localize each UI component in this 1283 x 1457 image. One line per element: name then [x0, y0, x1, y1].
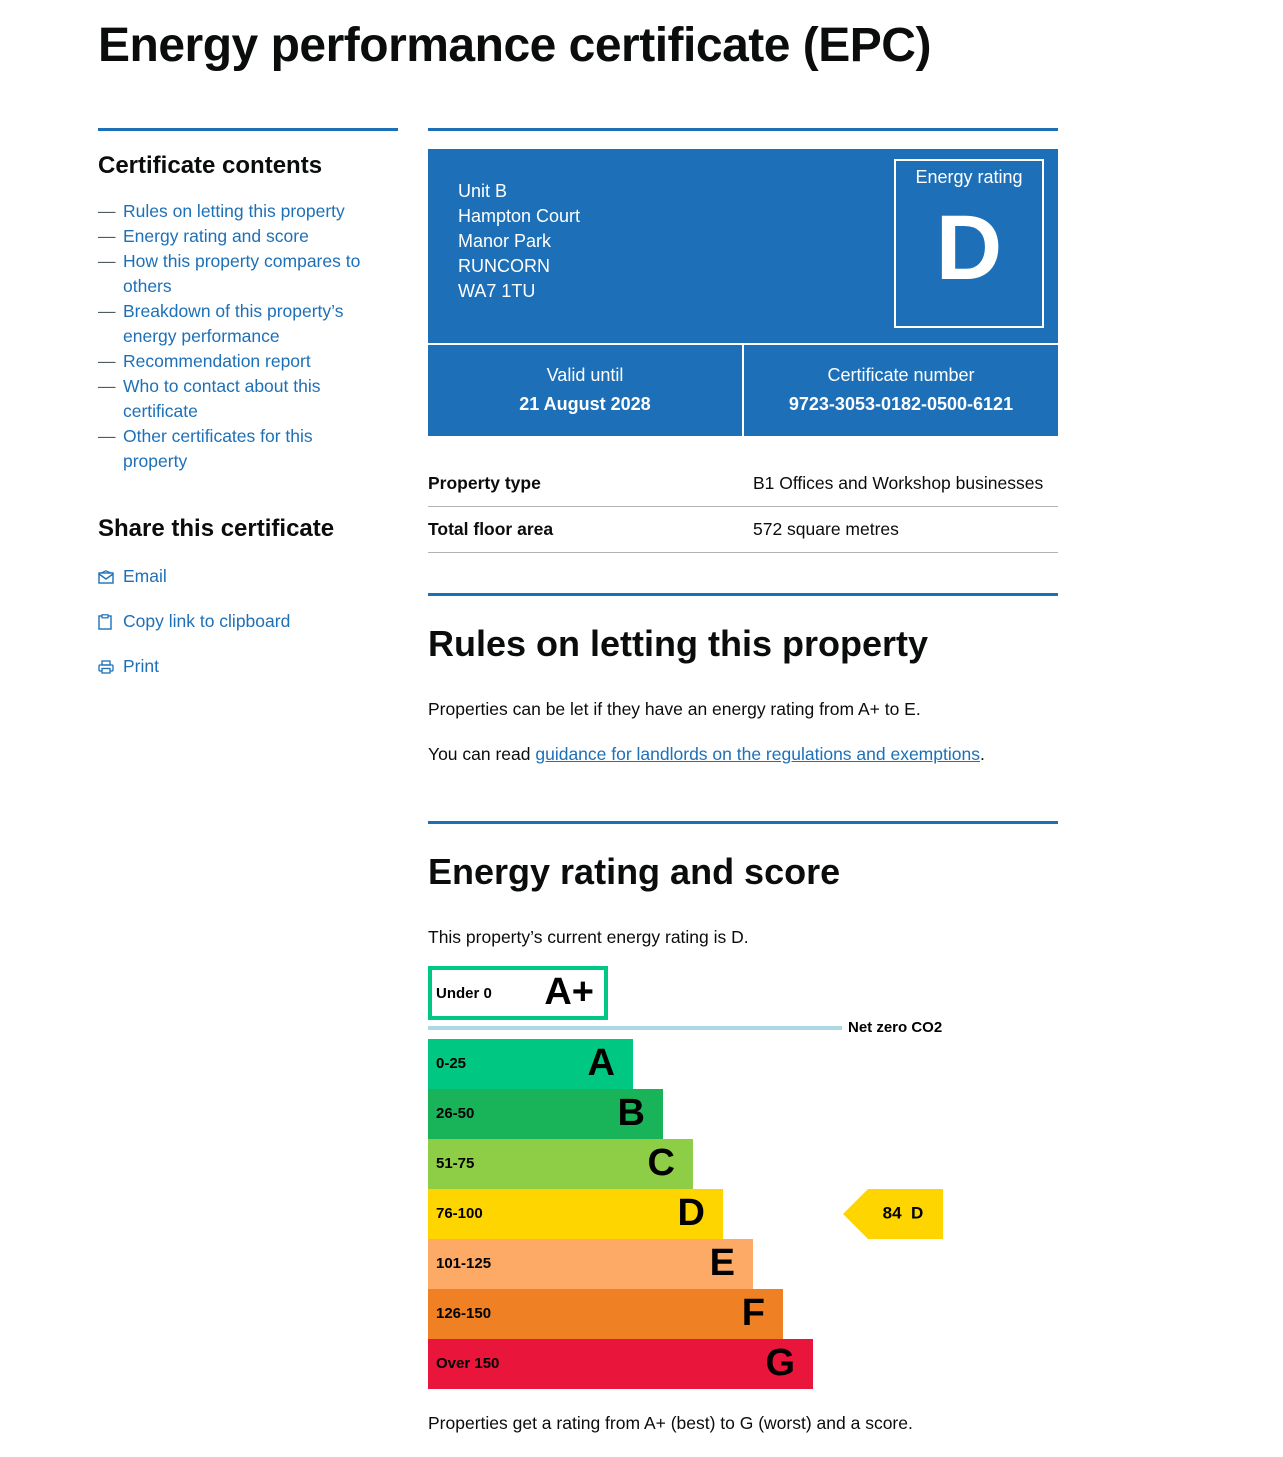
band-letter: A+	[544, 971, 594, 1014]
text: You can read	[428, 744, 536, 764]
band-range-label: 0-25	[436, 1054, 467, 1072]
contents-link[interactable]: Energy rating and score	[123, 226, 309, 246]
certificate-number-label: Certificate number	[827, 365, 975, 385]
rules-paragraph: Properties can be let if they have an energy rating from A+ to E.	[428, 699, 921, 719]
sidebar	[98, 128, 398, 699]
band-range-label: 126-150	[436, 1304, 492, 1322]
epc-rating-chart	[428, 966, 1058, 1391]
rules-guidance-paragraph	[428, 742, 1058, 767]
contents-link-line: Other certificates for this	[123, 426, 313, 446]
contents-title: Certificate contents	[98, 152, 323, 179]
contents-link[interactable]	[123, 251, 360, 296]
current-rating-label: 84 D	[882, 1203, 924, 1223]
dash: —	[98, 376, 116, 396]
address-line: RUNCORN	[458, 256, 550, 276]
contents-link-line: certificate	[123, 401, 198, 421]
floor-area-key: Total floor area	[428, 507, 753, 553]
dash: —	[98, 251, 116, 271]
dash: —	[98, 301, 116, 321]
clipboard-icon	[98, 614, 123, 630]
band-letter: D	[677, 1192, 705, 1235]
valid-until-value: 21 August 2028	[519, 394, 651, 414]
contents-link[interactable]	[123, 426, 313, 471]
envelope-icon	[98, 570, 123, 584]
band-range-label: 101-125	[436, 1254, 492, 1272]
rules-section	[428, 593, 1058, 767]
table-row	[428, 507, 1058, 553]
band-letter: A	[587, 1042, 615, 1085]
property-address	[458, 179, 580, 304]
rules-title: Rules on letting this property	[428, 623, 929, 664]
dash: —	[98, 426, 116, 446]
contents-link-line: energy performance	[123, 326, 280, 346]
contents-link[interactable]	[123, 376, 320, 421]
net-zero-label: Net zero CO2	[848, 1018, 943, 1036]
band-letter: F	[741, 1292, 765, 1335]
contents-link-line: How this property compares to	[123, 251, 361, 271]
share-print-link[interactable]: Print	[123, 656, 159, 676]
certificate-number-value: 9723-3053-0182-0500-6121	[788, 394, 1014, 414]
dash: —	[98, 226, 116, 246]
energy-rating-box	[894, 159, 1044, 328]
table-row	[428, 461, 1058, 507]
valid-until-label: Valid until	[546, 365, 624, 385]
contents-item-compares[interactable]	[98, 249, 398, 299]
share-email-link[interactable]: Email	[123, 566, 167, 586]
band-range-label: Under 0	[436, 984, 492, 1002]
contents-link[interactable]	[123, 301, 344, 346]
share-copy-link[interactable]	[98, 609, 398, 634]
address-line: Hampton Court	[458, 206, 581, 226]
guidance-link[interactable]: guidance for landlords on the regulations and exemptions	[535, 744, 980, 764]
contents-link-line: others	[123, 276, 172, 296]
contents-item-energy-rating[interactable]	[98, 224, 398, 249]
text: .	[979, 744, 985, 764]
valid-until-panel	[428, 345, 742, 436]
share-list	[98, 564, 398, 679]
band-letter: B	[617, 1092, 645, 1135]
energy-rating-section	[428, 821, 1058, 950]
contents-link[interactable]: Rules on letting this property	[123, 201, 345, 221]
band-range-label: 51-75	[436, 1154, 475, 1172]
contents-item-rules[interactable]	[98, 199, 398, 224]
certificate-number-panel	[744, 345, 1058, 436]
band-letter: E	[709, 1242, 735, 1285]
band-range-label: 26-50	[436, 1104, 475, 1122]
contents-item-recommendation[interactable]	[98, 349, 398, 374]
section-rule	[428, 128, 1058, 131]
property-summary-table	[428, 461, 1058, 553]
contents-list	[98, 199, 398, 474]
page-title: Energy performance certificate (EPC)	[98, 19, 931, 72]
energy-rating-footer: Properties get a rating from A+ (best) to G (worst) and a score.	[428, 1413, 913, 1433]
contents-item-contact[interactable]	[98, 374, 398, 424]
energy-rating-letter: D	[935, 197, 1003, 299]
floor-area-value: 572 square metres	[753, 507, 1058, 553]
contents-link[interactable]: Recommendation report	[123, 351, 311, 371]
share-copy-link-link[interactable]: Copy link to clipboard	[123, 611, 291, 631]
section-rule	[428, 593, 1058, 596]
address-line: Unit B	[458, 181, 508, 201]
property-type-key: Property type	[428, 461, 753, 507]
share-title: Share this certificate	[98, 515, 335, 542]
energy-rating-intro: This property’s current energy rating is D.	[428, 927, 749, 947]
contents-item-other-certificates[interactable]	[98, 424, 398, 474]
section-rule	[428, 821, 1058, 824]
address-line: Manor Park	[458, 231, 552, 251]
main-content	[428, 128, 1058, 1433]
property-type-value: B1 Offices and Workshop businesses	[753, 461, 1058, 507]
contents-link-line: Who to contact about this	[123, 376, 321, 396]
dash: —	[98, 201, 116, 221]
band-letter: C	[647, 1142, 675, 1185]
energy-rating-label: Energy rating	[915, 167, 1023, 187]
band-range-label: 76-100	[436, 1204, 483, 1222]
energy-rating-title: Energy rating and score	[428, 851, 841, 892]
address-line: WA7 1TU	[458, 281, 536, 301]
contents-item-breakdown[interactable]	[98, 299, 398, 349]
share-print[interactable]	[98, 654, 398, 679]
share-email[interactable]	[98, 564, 398, 589]
contents-link-line: Breakdown of this property’s	[123, 301, 344, 321]
certificate-summary	[428, 149, 1058, 436]
printer-icon	[98, 660, 123, 674]
contents-link-line: property	[123, 451, 188, 471]
band-range-label: Over 150	[436, 1354, 500, 1372]
address-panel	[428, 149, 1058, 343]
dash: —	[98, 351, 116, 371]
band-letter: G	[765, 1342, 795, 1385]
